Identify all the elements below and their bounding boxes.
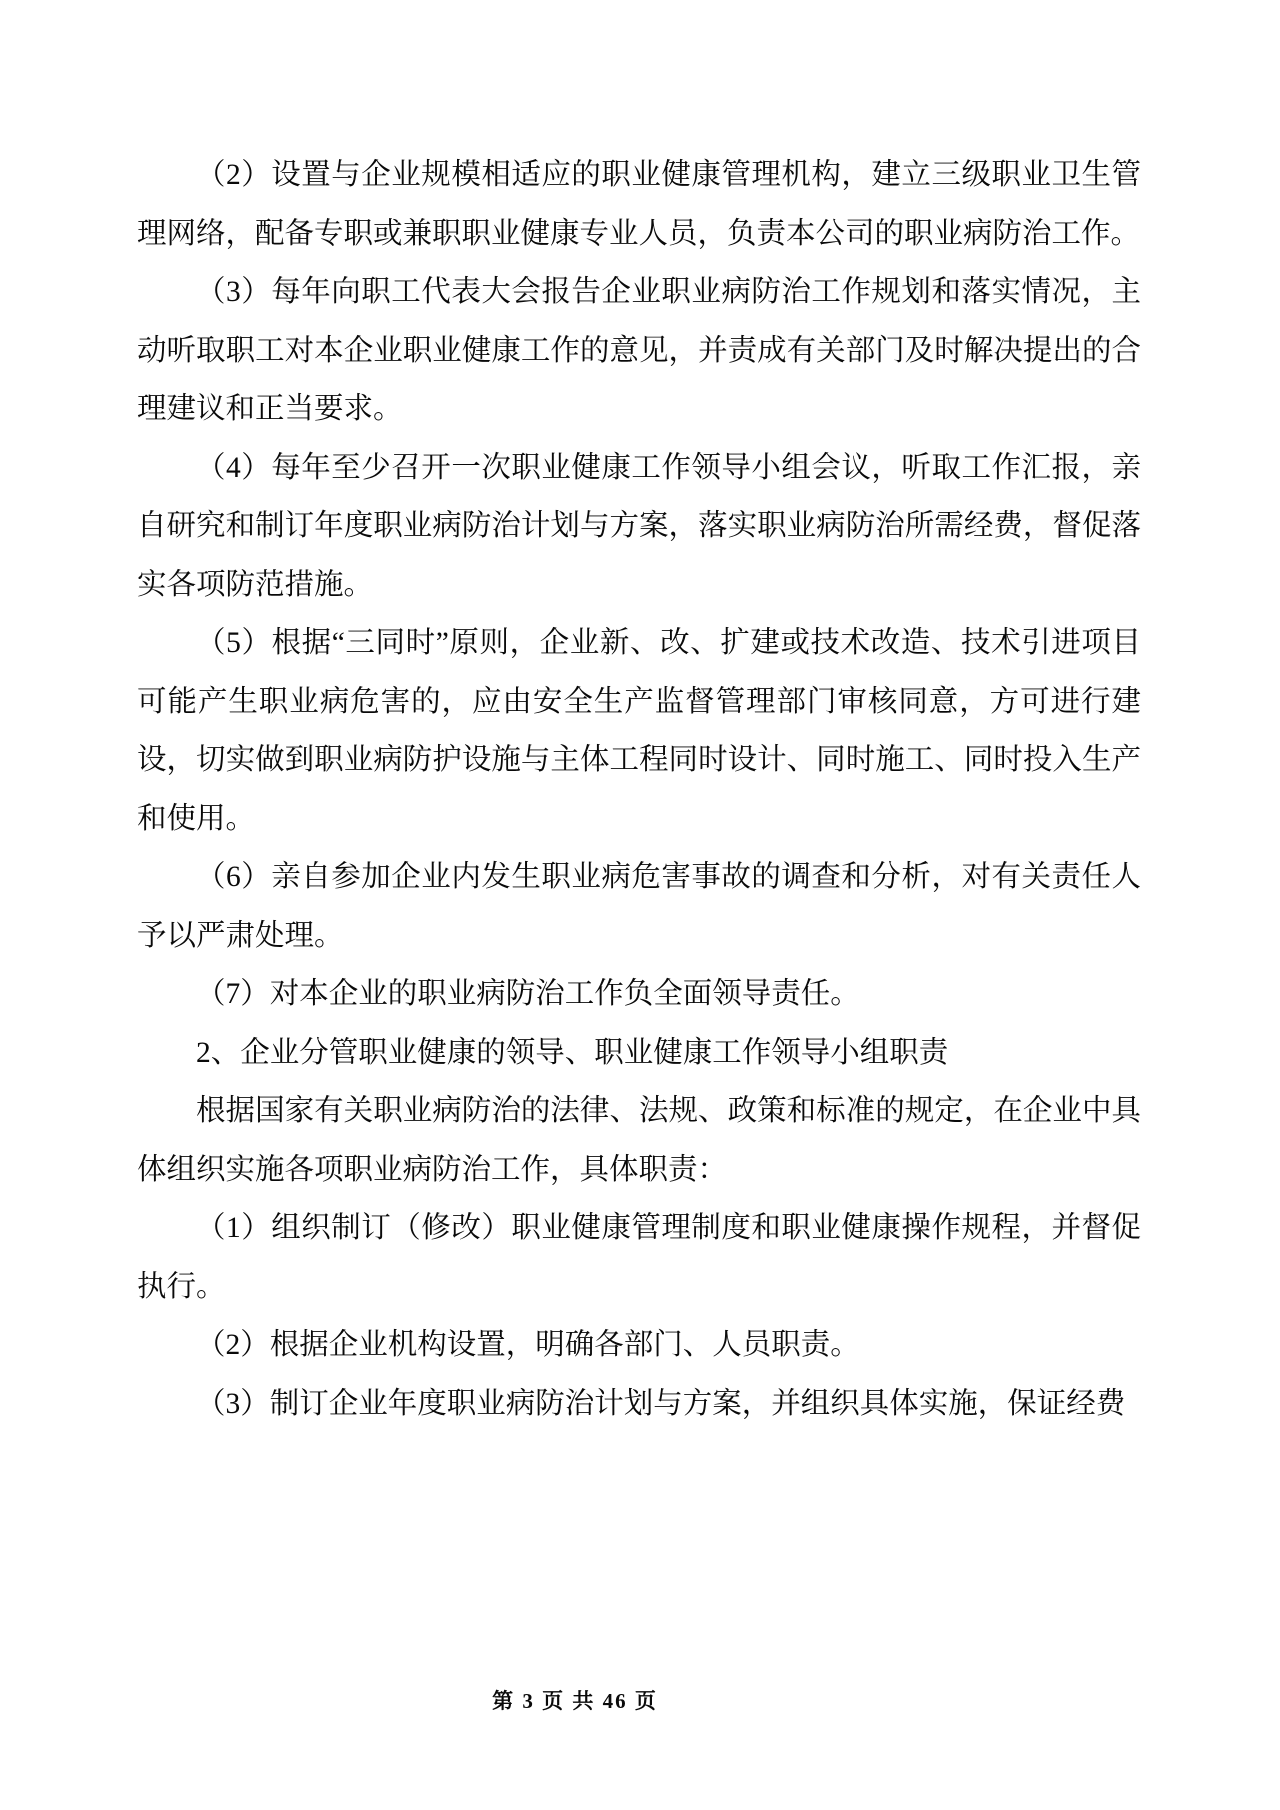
paragraph: （1）组织制订（修改）职业健康管理制度和职业健康操作规程，并督促执行。 — [137, 1212, 1141, 1303]
paragraph: （6）亲自参加企业内发生职业病危害事故的调查和分析，对有关责任人予以严肃处理。 — [137, 861, 1141, 952]
paragraph: （5）根据“三同时”原则，企业新、改、扩建或技术改造、技术引进项目可能产生职业病危害的，应由安全生产监督管理部门审核同意，方可进行建设，切实做到职业病防护设施与主体工程同时设计、同时施工、同时投入生产和使用。 — [137, 627, 1141, 835]
paragraph: （2）设置与企业规模相适应的职业健康管理机构，建立三级职业卫生管理网络，配备专职或兼职职业健康专业人员，负责本公司的职业病防治工作。 — [137, 159, 1141, 250]
paragraph: 2、企业分管职业健康的领导、职业健康工作领导小组职责 — [196, 1036, 949, 1069]
paragraph: （3）制订企业年度职业病防治计划与方案，并组织具体实施，保证经费 — [196, 1387, 1126, 1420]
paragraph: 根据国家有关职业病防治的法律、法规、政策和标准的规定，在企业中具体组织实施各项职业病防治工作，具体职责： — [137, 1095, 1141, 1186]
paragraph: （3）每年向职工代表大会报告企业职业病防治工作规划和落实情况，主动听取职工对本企业职业健康工作的意见，并责成有关部门及时解决提出的合理建议和正当要求。 — [137, 276, 1141, 425]
document-body — [137, 146, 1141, 1433]
page-footer: 第 3 页 共 46 页 — [492, 1689, 658, 1713]
paragraph: （2）根据企业机构设置，明确各部门、人员职责。 — [196, 1329, 860, 1361]
paragraph: （4）每年至少召开一次职业健康工作领导小组会议，听取工作汇报，亲自研究和制订年度职业病防治计划与方案，落实职业病防治所需经费，督促落实各项防范措施。 — [137, 451, 1141, 601]
paragraph: （7）对本企业的职业病防治工作负全面领导责任。 — [196, 978, 860, 1010]
